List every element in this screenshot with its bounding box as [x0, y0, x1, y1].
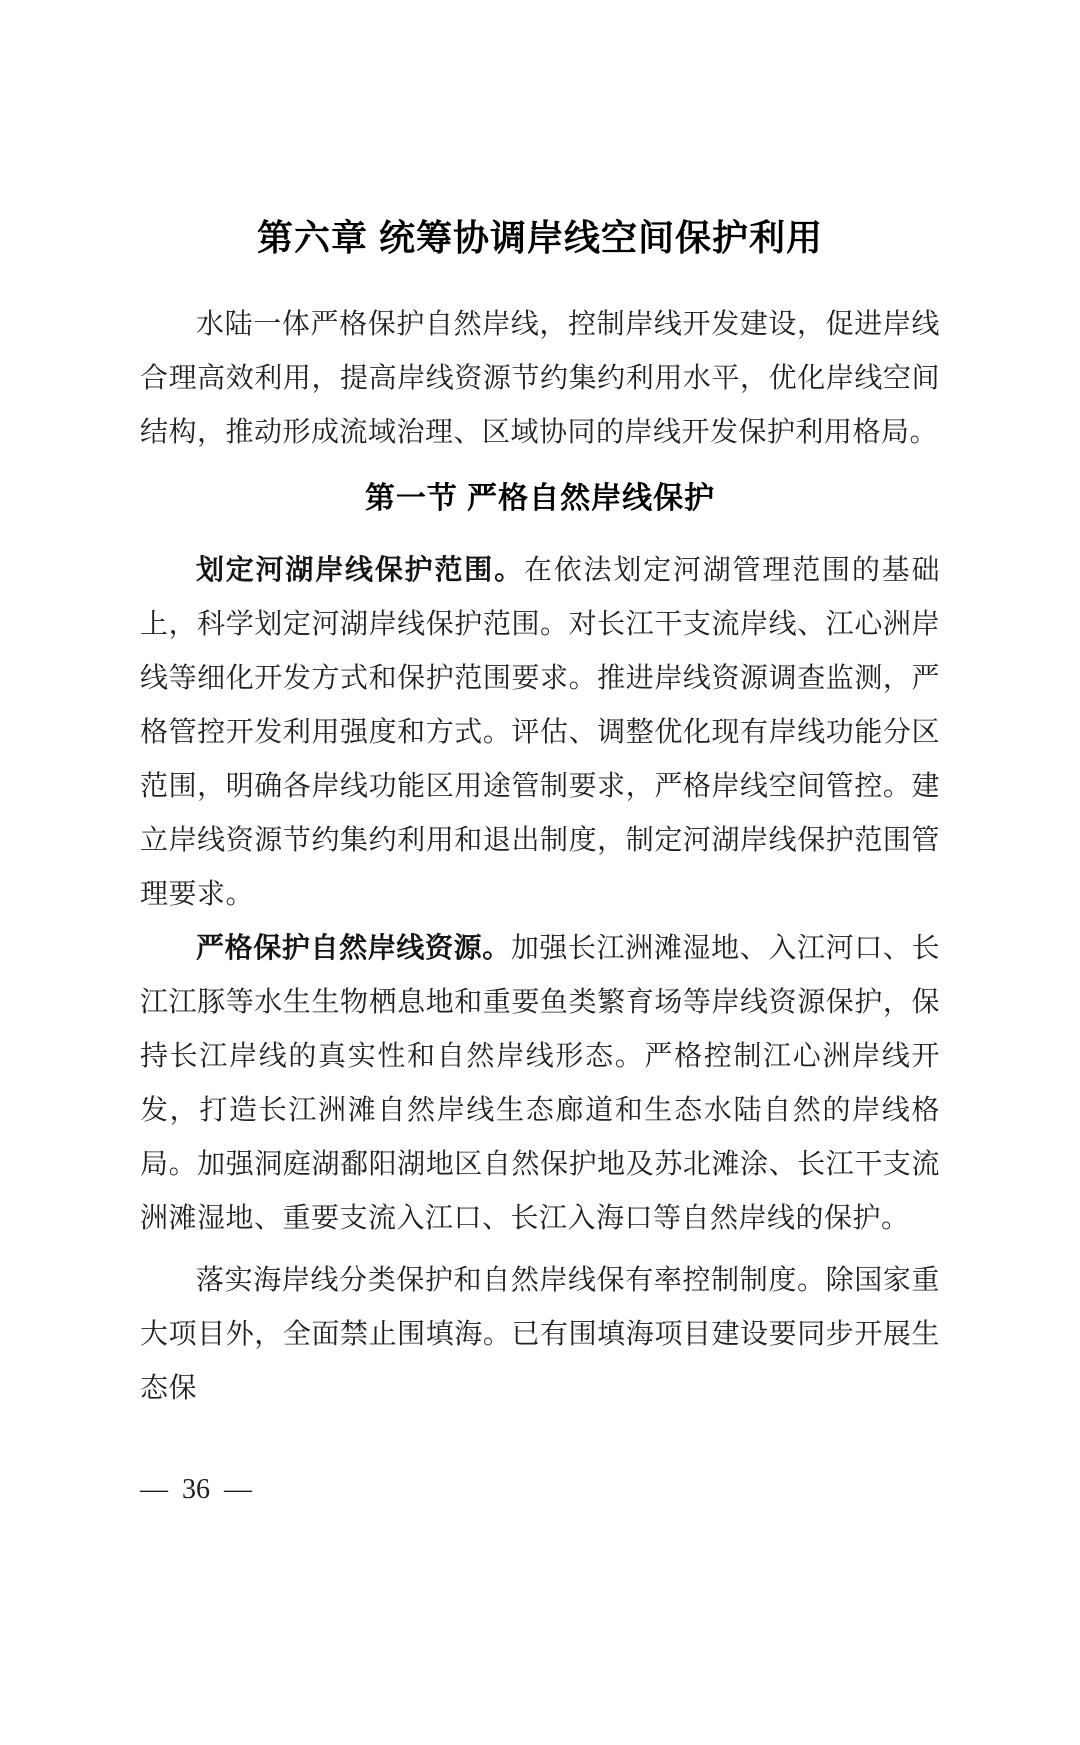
document-page: [0, 218, 1080, 1745]
paragraph-lead: 划定河湖岸线保护范围。: [196, 555, 524, 586]
chapter-title: 第六章 统筹协调岸线空间保护利用: [256, 217, 823, 258]
paragraph-text: 加强长江洲滩湿地、入江河口、长江江豚等水生生物栖息地和重要鱼类繁育场等岸线资源保护，保持长江岸线的真实性和自然岸线形态。严格控制江心洲岸线开发，打造长江洲滩自然岸线生态廊道和生态水陆自然的岸线格局。加强洞庭湖鄱阳湖地区自然保护地及苏北滩涂、长江干支流洲滩湿地、重要支流入江口、长江入海口等自然岸线的保护。: [140, 933, 940, 1234]
footer-left-dash: —: [140, 1474, 168, 1505]
paragraph: [140, 544, 940, 922]
paragraph: [140, 922, 940, 1246]
paragraph-text: 落实海岸线分类保护和自然岸线保有率控制制度。除国家重大项目外，全面禁止围填海。已有围填海项目建设要同步开展生态保: [140, 1265, 940, 1404]
paragraph-lead: 严格保护自然岸线资源。: [196, 933, 511, 964]
page-footer: [140, 1470, 940, 1510]
footer-right-dash: —: [224, 1474, 252, 1505]
section-title: 第一节 严格自然岸线保护: [364, 482, 716, 515]
intro-paragraph: 水陆一体严格保护自然岸线，控制岸线开发建设，促进岸线合理高效利用，提高岸线资源节约集约利用水平，优化岸线空间结构，推动形成流域治理、区域协同的岸线开发保护利用格局。: [140, 309, 940, 448]
page-number: 36: [182, 1474, 210, 1505]
paragraph: [140, 1254, 940, 1416]
paragraph-text: 在依法划定河湖管理范围的基础上，科学划定河湖岸线保护范围。对长江干支流岸线、江心洲岸线等细化开发方式和保护范围要求。推进岸线资源调查监测，严格管控开发利用强度和方式。评估、调整优化现有岸线功能分区范围，明确各岸线功能区用途管制要求，严格岸线空间管控。建立岸线资源节约集约利用和退出制度，制定河湖岸线保护范围管理要求。: [140, 555, 940, 910]
